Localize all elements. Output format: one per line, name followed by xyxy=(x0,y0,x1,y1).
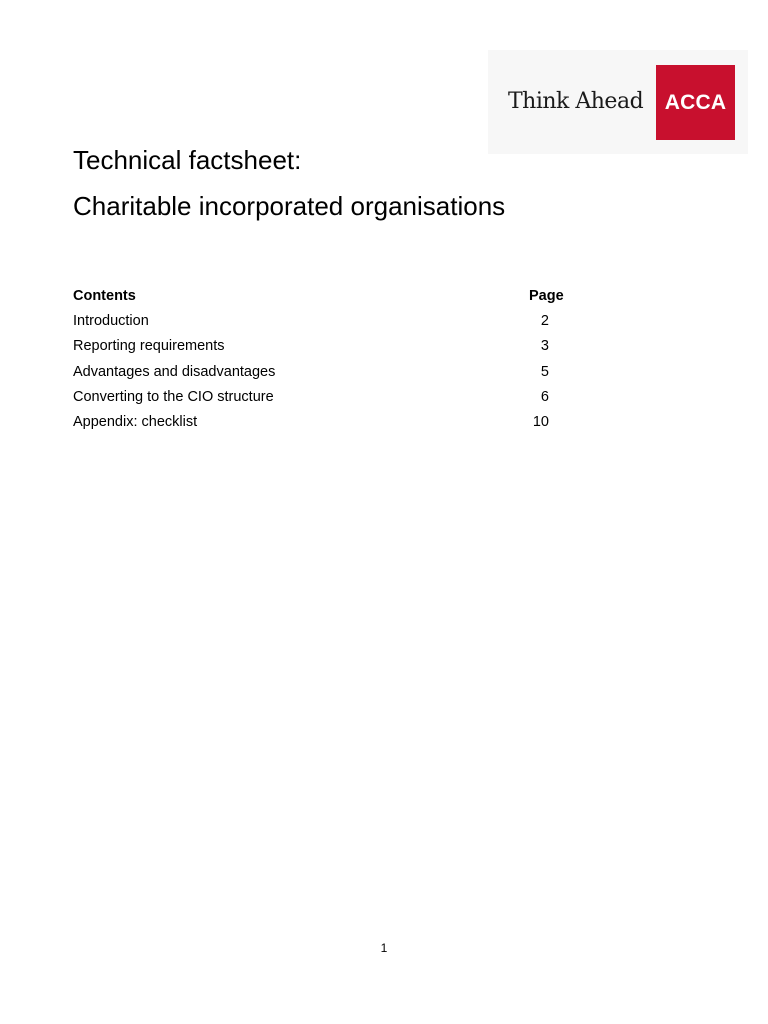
toc-entry-page: 5 xyxy=(540,363,549,380)
toc-entry[interactable] xyxy=(73,311,573,336)
document-title-line-1: Technical factsheet: xyxy=(73,145,302,175)
toc-entry-label: Reporting requirements xyxy=(73,338,225,355)
toc-entry[interactable] xyxy=(73,362,573,387)
toc-heading: Contents xyxy=(73,288,136,304)
toc-entry-label: Appendix: checklist xyxy=(73,413,198,430)
toc-entry[interactable] xyxy=(73,412,573,437)
toc-entry[interactable] xyxy=(73,387,573,412)
toc-entry-page: 3 xyxy=(540,338,549,355)
page-number: 1 xyxy=(380,941,388,955)
table-of-contents xyxy=(73,286,573,437)
toc-entry-page: 6 xyxy=(540,388,549,405)
acca-logo-text: ACCA xyxy=(664,90,727,114)
document-title-line-2: Charitable incorporated organisations xyxy=(73,191,506,221)
toc-entry-label: Converting to the CIO structure xyxy=(73,388,274,405)
toc-page-heading: Page xyxy=(529,288,564,304)
logo-tagline: Think Ahead xyxy=(508,89,644,114)
acca-logo xyxy=(656,65,735,140)
toc-entry-page: 10 xyxy=(532,413,549,430)
toc-entry-label: Advantages and disadvantages xyxy=(73,363,276,380)
toc-entry-label: Introduction xyxy=(73,313,149,330)
toc-header-row xyxy=(73,286,573,311)
toc-entry-page: 2 xyxy=(540,313,549,330)
toc-entry[interactable] xyxy=(73,336,573,361)
